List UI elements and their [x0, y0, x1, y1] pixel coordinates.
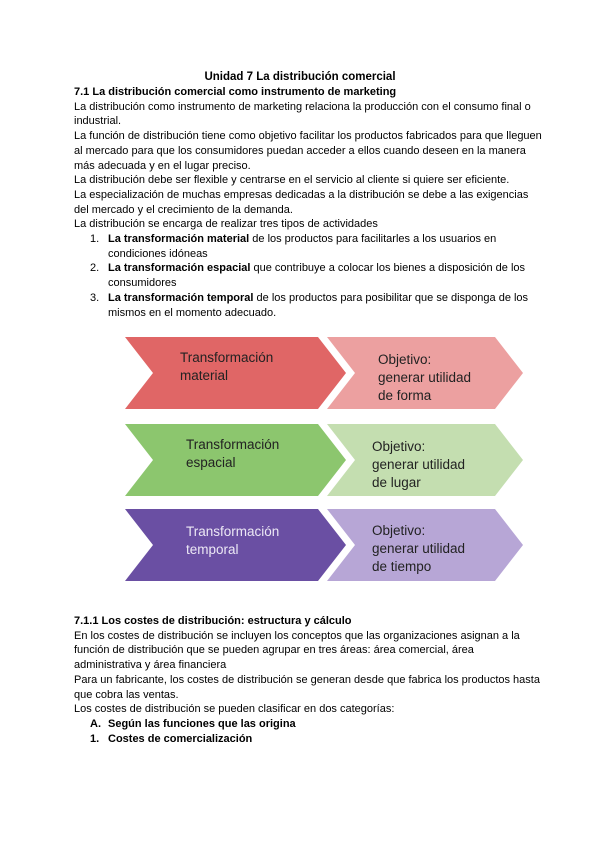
chevron-label-line: Transformación — [180, 350, 274, 365]
list-item-text: Costes de comercialización — [108, 732, 253, 745]
chevron-label-line: de lugar — [372, 475, 421, 490]
list-item-text: que contribuye a colocar los bienes a disposición de los consumidores — [108, 262, 526, 290]
chevron-label-line: temporal — [186, 542, 239, 557]
document-title: Unidad 7 La distribución comercial — [204, 71, 396, 83]
paragraph: La distribución debe ser flexible y centrarse en el servicio al cliente si quiere ser eficiente. — [74, 174, 510, 187]
section-2-heading: 7.1.1 Los costes de distribución: estructura y cálculo — [74, 615, 352, 627]
chevron-label-line: generar utilidad — [372, 541, 466, 556]
chevron-label-line: Objetivo: — [378, 352, 432, 367]
list-item-bold: La transformación material — [108, 233, 250, 246]
list-item-bold: La transformación temporal — [108, 291, 254, 304]
paragraph: Para un fabricante, los costes de distribución se generan desde que fabrica los productos hasta que cobra las ventas. — [74, 673, 540, 701]
paragraph: La distribución se encarga de realizar tres tipos de actividades — [74, 218, 378, 231]
list-number: 3. — [90, 291, 100, 304]
chevron-label-line: Transformación — [186, 524, 280, 539]
section-1-heading: 7.1 La distribución comercial como instrumento de marketing — [74, 86, 397, 98]
list-number: 1. — [90, 233, 100, 246]
chevron-transformacion-material — [125, 337, 346, 409]
chevron-label-line: Transformación — [186, 437, 280, 452]
list-number: A. — [90, 717, 101, 730]
paragraph: En los costes de distribución se incluyen los conceptos que las organizaciones asignan a la función de distribución que se pueden agrupar en tres áreas: área comercial, área administrativa y área financiera — [74, 629, 520, 672]
list-item-text: Según las funciones que las origina — [108, 717, 296, 730]
section-2 — [74, 614, 544, 746]
chevron-label-line: Objetivo: — [372, 439, 426, 454]
list-number: 2. — [90, 262, 100, 275]
chevron-label-line: de tiempo — [372, 559, 432, 574]
chevron-label-line: generar utilidad — [378, 370, 472, 385]
chevron-label-line: generar utilidad — [372, 457, 466, 472]
paragraph: Los costes de distribución se pueden clasificar en dos categorías: — [74, 703, 395, 716]
paragraph: La función de distribución tiene como objetivo facilitar los productos fabricados para que lleguen al mercado para que los consumidores puedan acceder a ellos cuando deseen en la manera más adecuada y en el lugar preciso. — [74, 130, 542, 172]
list-item-bold: La transformación espacial — [108, 262, 251, 275]
paragraph: La especialización de muchas empresas dedicadas a la distribución se debe a las exigencias del mercado y el crecimiento de la demanda. — [74, 188, 529, 216]
paragraph: La distribución como instrumento de marketing relaciona la producción con el consumo final o industrial. — [74, 100, 531, 128]
list-number: 1. — [90, 732, 100, 745]
list-item — [74, 732, 544, 747]
categories-list — [74, 717, 544, 746]
list-item-text: de los productos para posibilitar que se disponga de los mismos en el momento adecuado. — [108, 291, 529, 319]
chevron-label-line: Objetivo: — [372, 523, 426, 538]
chevron-label-line: de forma — [378, 388, 432, 403]
chevron-label-line: espacial — [186, 455, 236, 470]
chevron-label-line: material — [180, 368, 229, 383]
list-item — [74, 717, 544, 732]
list-item-text: de los productos para facilitarles a los usuarios en condiciones idóneas — [108, 233, 497, 260]
